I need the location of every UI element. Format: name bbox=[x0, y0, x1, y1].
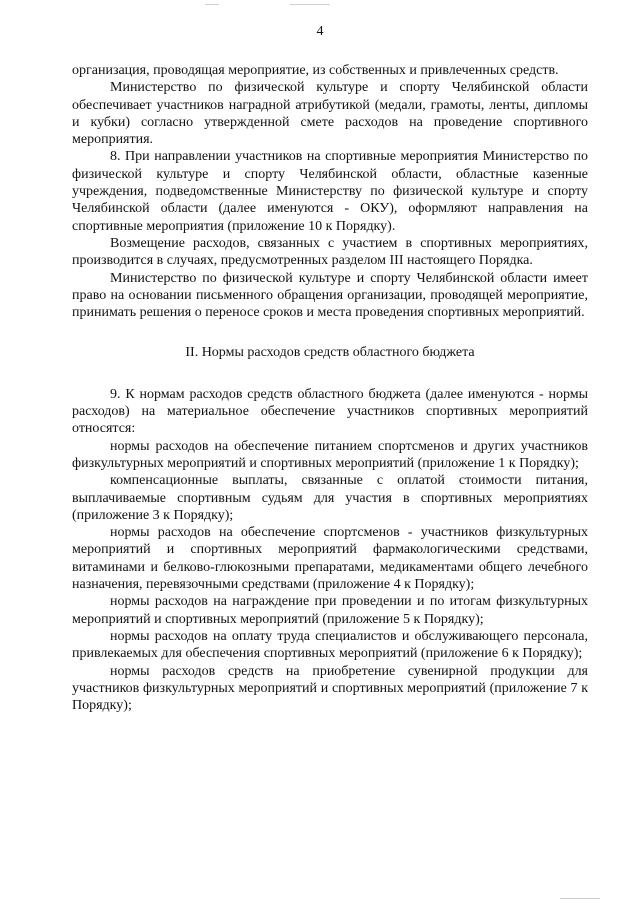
list-item: нормы расходов средств на приобретение сувенирной продукции для участников физкультурных мероприятий и спортивных мероприятий (приложение 7 к Порядку); bbox=[72, 663, 588, 714]
paragraph: Министерство по физической культуре и спорту Челябинской области имеет право на основании письменного обращения организации, проводящей мероприятие, принимать решения о переносе сроков и места проведения спортивных мероприятий. bbox=[72, 270, 588, 321]
document-body bbox=[72, 62, 588, 714]
list-item: нормы расходов на оплату труда специалистов и обслуживающего персонала, привлекаемых для обеспечения спортивных мероприятий (приложение 6 к Порядку); bbox=[72, 628, 588, 662]
section-heading: II. Нормы расходов средств областного бюджета bbox=[185, 345, 475, 361]
list-item: нормы расходов на награждение при проведении и по итогам физкультурных мероприятий и спортивных мероприятий (приложение 5 к Порядку); bbox=[72, 594, 588, 627]
page-number: 4 bbox=[316, 24, 324, 39]
paragraph: Возмещение расходов, связанных с участием в спортивных мероприятиях, производится в случаях, предусмотренных разделом III настоящего Порядка. bbox=[72, 235, 588, 269]
scan-artifact-line bbox=[290, 4, 330, 5]
scan-artifact-line bbox=[205, 4, 219, 5]
scan-artifact-line bbox=[560, 898, 600, 899]
paragraph: 8. При направлении участников на спортивные мероприятия Министерство по физической культуре и спорту Челябинской области, областные казенные учреждения, подведомственные Министерству по физической культуре и спорту Челябинской области (далее именуются - ОКУ), оформляют направления на спортивные мероприятия (приложение 10 к Порядку). bbox=[72, 149, 588, 234]
paragraph: организация, проводящая мероприятие, из собственных и привлеченных средств. bbox=[72, 63, 559, 78]
paragraph: 9. К нормам расходов средств областного бюджета (далее именуются - нормы расходов) на материальное обеспечение участников спортивных мероприятий относятся: bbox=[72, 386, 588, 437]
list-item: нормы расходов на обеспечение спортсменов - участников физкультурных мероприятий и спортивных мероприятий фармакологическими средствами, витаминами и белково-глюкозными препаратами, медикаментами общего лечебного назначения, перевязочными средствами (приложение 4 к Порядку); bbox=[72, 525, 588, 593]
paragraph: Министерство по физической культуре и спорту Челябинской области обеспечивает участников наградной атрибутикой (медали, грамоты, ленты, дипломы и кубки) согласно утвержденной смете расходов на проведение спортивного мероприятия. bbox=[72, 80, 588, 148]
list-item: нормы расходов на обеспечение питанием спортсменов и других участников физкультурных мероприятий и спортивных мероприятий (приложение 1 к Порядку); bbox=[72, 438, 588, 471]
list-item: компенсационные выплаты, связанные с оплатой стоимости питания, выплачиваемые спортивным судьям для участия в спортивных мероприятиях (приложение 3 к Порядку); bbox=[72, 473, 588, 523]
